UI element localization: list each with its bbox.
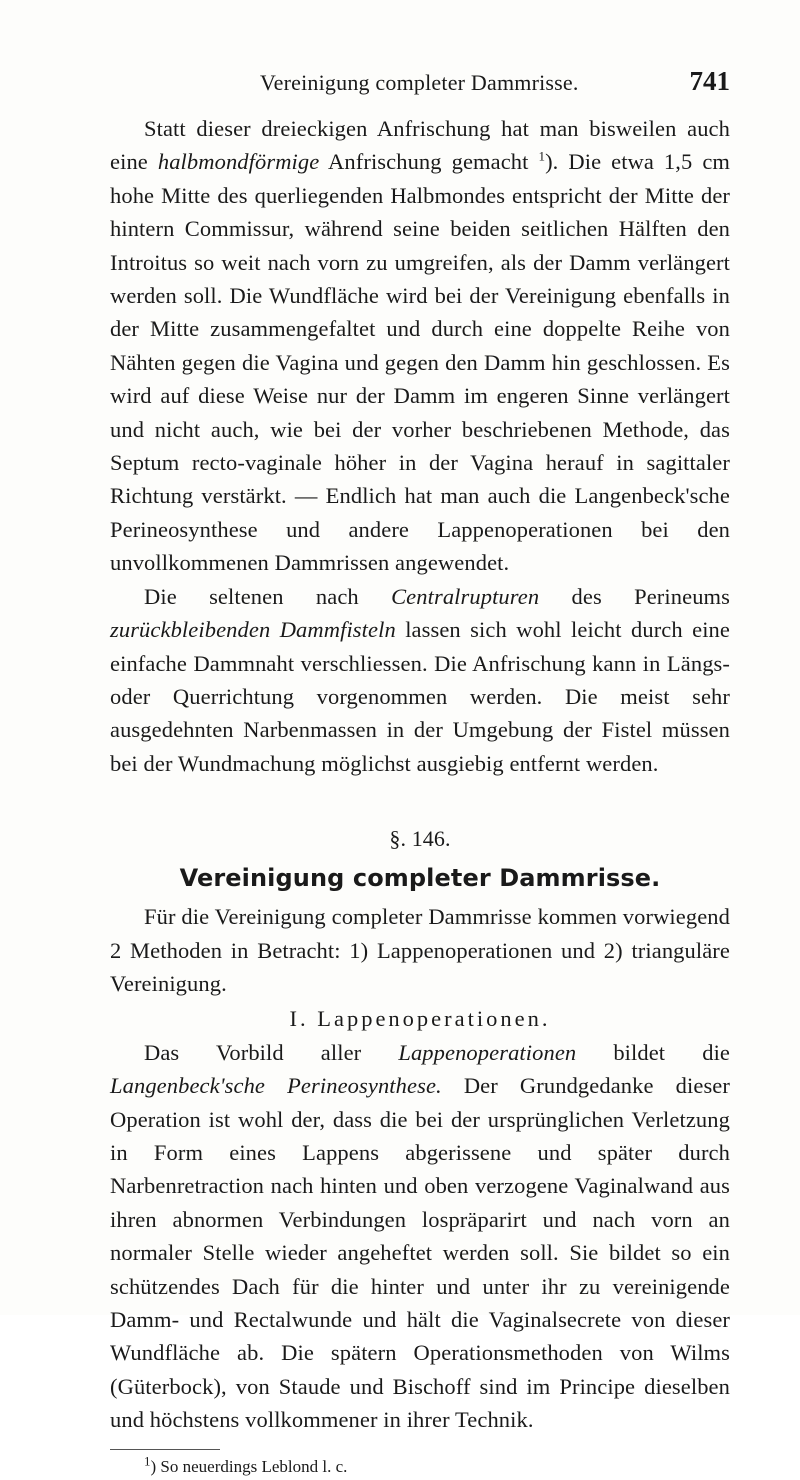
footnote [110, 1454, 730, 1480]
section-number: §. 146. [389, 826, 451, 852]
text-run: Der Grundgedanke dieser Operation ist wohl der, dass die bei der ursprünglichen Verletzung in Form eines Lappens abgerissene und später durch Narbenretraction nach hinten und oben verzogene Vaginalwand aus ihren abnormen Verbindungen lospräparirt und nach vorn an normaler Stelle wieder angeheftet werden soll. Sie bildet so ein schützendes Dach für die hinter und unter ihr zu vereinigende Damm- und Rectalwunde und hält die Vaginalsecrete von dieser Wundfläche ab. Die spätern Operationsmethoden von Wilms (Güterbock), von Staude und Bischoff sind im Principe dieselben und höchstens vollkommener in ihrer Technik. [110, 1073, 730, 1433]
text-run: des Perineums [539, 583, 730, 609]
footnote-mark: 1 [144, 1452, 151, 1468]
emphasis-perineosynthese: Langenbeck'sche Perineosynthese. [110, 1073, 442, 1099]
paragraph-dammfisteln [110, 580, 730, 780]
body-text [110, 112, 730, 1480]
emphasis-halbmondfoermige: halbmondförmige [157, 149, 320, 175]
text-run: Die seltenen nach [144, 583, 392, 609]
text-run: ). Die etwa 1,5 cm hohe Mitte des querliegenden Halbmondes entspricht der Mitte der hintern Commissur, während seine beiden seitlichen Hälften den Introitus so weit nach vorn zu umgreifen, als der Damm verlängert werden soll. Die Wundfläche wird bei der Vereinigung ebenfalls in der Mitte zusammengefaltet und durch eine doppelte Reihe von Nähten gegen die Vagina und gegen den Damm hin geschlossen. Es wird auf diese Weise nur der Damm im engeren Sinne verlängert und nicht auch, wie bei der vorher beschriebenen Methode, das Septum recto-vaginale höher in der Vagina herauf in sagittaler Richtung verstärkt. — Endlich hat man auch die Langenbeck'sche Perineosynthese und andere Lappenoperationen bei den unvollkommenen Dammrissen angewendet. [110, 149, 731, 576]
running-head [110, 66, 730, 102]
paragraph-lappenoperationen [110, 1036, 730, 1437]
text-run: Anfrischung gemacht [319, 149, 529, 175]
text-run: Statt dieser dreieckigen Anfrischung hat man bisweilen auch eine [110, 116, 730, 175]
section-title: Vereinigung completer Dammrisse. [179, 864, 661, 893]
text-run: lassen sich wohl leicht durch eine einfache Dammnaht verschliessen. Die Anfrischung kann in Längs- oder Querrichtung vorgenommen werden. Die meist sehr ausgedehnten Narbenmassen in der Umgebung der Fistel müssen bei der Wundmachung möglichst ausgiebig entfernt werden. [110, 617, 730, 776]
footnote-text: ) So neuerdings Leblond l. c. [150, 1456, 348, 1476]
footnote-marker: 1 [538, 148, 546, 164]
paragraph-methoden: Für die Vereinigung completer Dammrisse kommen vorwiegend 2 Methoden in Betracht: 1) Lappenoperationen und 2) trianguläre Vereinigung. [110, 904, 730, 996]
emphasis-dammfisteln: zurückbleibenden Dammfisteln [110, 617, 396, 643]
subsection-heading: I. Lappenoperationen. [289, 1006, 551, 1032]
footnote-divider [110, 1449, 220, 1450]
emphasis-centralrupturen: Centralrupturen [391, 583, 540, 609]
emphasis-lappenoperationen: Lappenoperationen [398, 1039, 577, 1065]
text-run: bildet die [576, 1039, 731, 1065]
page-number: 741 [689, 66, 730, 96]
paragraph-halbmond [110, 112, 730, 580]
text-run: Das Vorbild aller [144, 1039, 399, 1065]
running-title: Vereinigung completer Dammrisse. [260, 70, 579, 95]
